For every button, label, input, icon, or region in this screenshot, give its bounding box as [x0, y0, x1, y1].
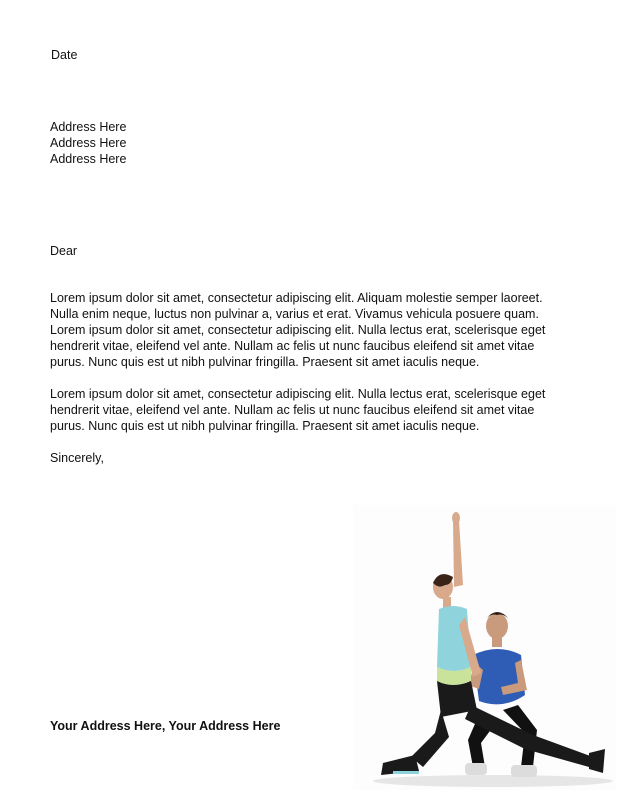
body-paragraph-2: Lorem ipsum dolor sit amet, consectetur adipiscing elit. Nulla lectus erat, scelerisque eget hendrerit vitae, eleifend vel ante. Nullam ac felis ut nunc faucibus eleifend sit amet vitae purus. Nunc quis est ut nibh pulvinar fringilla. Praesent sit amet iaculis neque. [50, 387, 546, 433]
footer-address: Your Address Here, Your Address Here [50, 719, 281, 733]
address-line-1: Address Here [50, 120, 127, 134]
trainer-figure [465, 612, 537, 777]
address-line-2: Address Here [50, 136, 127, 150]
fitness-photo [353, 505, 616, 790]
recipient-address [50, 119, 126, 167]
fitness-illustration [353, 505, 616, 790]
closing: Sincerely, [50, 451, 104, 465]
date-label: Date [51, 48, 78, 62]
body-paragraph-1: Lorem ipsum dolor sit amet, consectetur adipiscing elit. Aliquam molestie semper laoreet. Nulla enim neque, luctus non pulvinar a, varius et erat. Vivamus vehicula posuere quam. Lorem ipsum dolor sit amet, consectetur adipiscing elit. Nulla lectus erat, scelerisque eget hendrerit vitae, eleifend vel ante. Nullam ac felis ut nunc faucibus eleifend sit amet vitae purus. Nunc quis est ut nibh pulvinar fringilla. Praesent sit amet iaculis neque. [50, 291, 546, 369]
floor-shadow [373, 775, 613, 787]
letter-body [50, 290, 570, 450]
salutation: Dear [50, 244, 78, 258]
address-line-3: Address Here [50, 152, 127, 166]
